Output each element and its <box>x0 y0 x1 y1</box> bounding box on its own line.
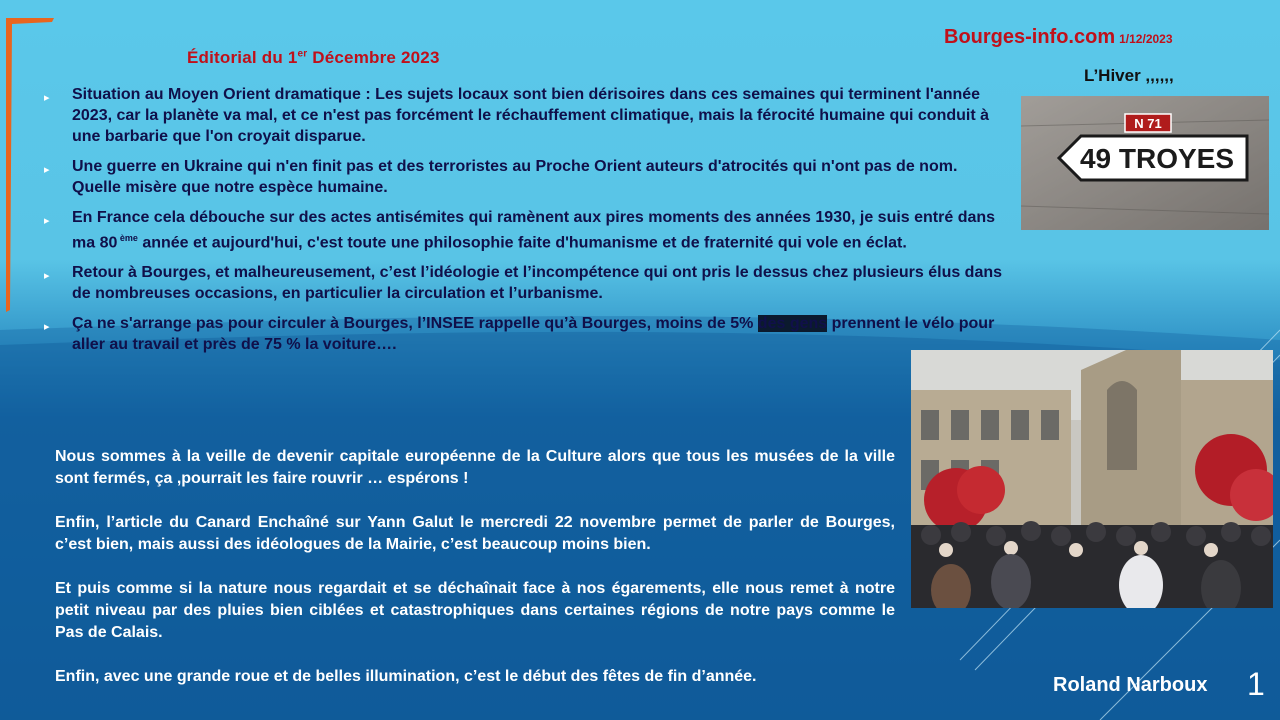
site-date: 1/12/2023 <box>1119 32 1173 46</box>
site-name: Bourges-info.com 1/12/2023 <box>944 26 1173 48</box>
editorial-title: Éditorial du 1er Décembre 2023 <box>187 48 440 67</box>
paragraph: Et puis comme si la nature nous regardait et se déchaînait face à nos égarements, elle nous remet à notre petit niveau par des pluies bien ciblées et catastrophiques dans certaines régions de notre pays comme le Pas de Calais. <box>55 580 895 641</box>
crowd-photo <box>911 350 1273 608</box>
paragraph: Enfin, avec une grande roue et de belles illumination, c’est le début des fêtes de fin d’année. <box>55 668 757 685</box>
road-sign-photo <box>1021 96 1269 230</box>
paragraph: Nous sommes à la veille de devenir capitale européenne de la Culture alors que tous les musées de la ville sont fermés, ça ,pourrait les faire rouvrir … espérons ! <box>55 448 895 487</box>
bullet-arrow-icon: ▸ <box>44 164 50 176</box>
bullet-arrow-icon: ▸ <box>44 215 50 227</box>
bullet-arrow-icon: ▸ <box>44 92 50 104</box>
bullet-item: ▸ Situation au Moyen Orient dramatique : Les sujets locaux sont bien dérisoires dans ces semaines qui terminent l'année 2023, car la planète va mal, et ce n'est pas forcément le réchauffement climatique, mais la férocité humaine qui conduit à une barbarie que l'on croyait disparue. <box>44 86 990 145</box>
highlighted-text: des gens <box>757 315 828 333</box>
editorial-body <box>55 446 895 710</box>
road-sign-destination-text: 49 TROYES <box>1079 143 1235 174</box>
page-number: 1 <box>1247 666 1265 702</box>
author-signature: Roland Narboux <box>1053 674 1208 696</box>
bullet-list <box>44 84 1004 364</box>
paragraph: Enfin, l’article du Canard Enchaîné sur Yann Galut le mercredi 22 novembre permet de parler de Bourges, c’est bien, mais aussi des idéologues de la Mairie, c’est beaucoup moins bien. <box>55 514 895 553</box>
road-sign-route-text: N 71 <box>1134 116 1162 131</box>
bullet-item: ▸ Ça ne s'arrange pas pour circuler à Bourges, l’INSEE rappelle qu’à Bourges, moins de 5% des gens prennent le vélo pour aller au travail et près de 75 % la voiture…. <box>44 315 995 354</box>
bullet-item: ▸ En France cela débouche sur des actes antisémites qui ramènent aux pires moments des années 1930, je suis entré dans ma 80 $^{ème}$ année et aujourd'hui, c'est toute une philosophie faite d'humanisme et de fraternité qui vole en éclat. <box>44 209 996 252</box>
bullet-arrow-icon: ▸ <box>44 321 50 334</box>
bullet-arrow-icon: ▸ <box>44 270 50 283</box>
bullet-item: ▸ Une guerre en Ukraine qui n'en finit pas et des terroristes au Proche Orient auteurs d'atrocités qui n'ont pas de nom. Quelle misère que notre espèce humaine. <box>44 158 958 196</box>
photo-caption-hiver: L’Hiver ,,,,,, <box>1084 66 1174 85</box>
bullet-item: ▸ Retour à Bourges, et malheureusement, c’est l’idéologie et l’incompétence qui ont pris le dessus chez plusieurs élus dans de nombreuses occasions, en particulier la circulation et l’urbanisme. <box>44 264 1003 303</box>
